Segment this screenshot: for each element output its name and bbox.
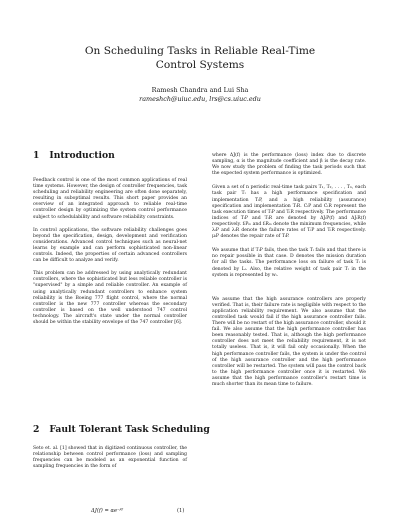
title-line-2: Control Systems bbox=[155, 59, 245, 71]
intro-paragraph: This problem can be addressed by using analytically redundant controllers, where the sophisticated but less reliable controller is "supervised" by a simple and reliable controller. An example of using analytically redundant controllers to enhance system reliability is the Boeing 777 flight control, where the normal controller is the new 777 controller whereas the secondary controller is based on the well understood 747 control technology. The aircraft's state under the normal controller should be within the stability envelope of the 747 controller [6]. bbox=[33, 271, 187, 325]
left-column bbox=[33, 150, 187, 333]
body-paragraph: Given a set of n periodic real-time task pairs T₁, T₂, . . . , Tₙ, each task pair Tᵢ has a high performance specification and implementation TᵢP, and a high reliability (assurance) specification and implementation TᵢR. CᵢP and CᵢR represent the task execution times of TᵢP and TᵢR respectively. The performance indices of TᵢP and TᵢR are denoted by ΔJᵢP(f) and ΔJᵢR(f) respectively. fᵢPₘ and fᵢRₘ denote the minimum frequencies, while λᵢP and λᵢR denote the failure rates of TᵢP and TᵢR respectively. μᵢP denotes the repair rate of TᵢP. bbox=[212, 185, 366, 240]
body-paragraph: where ΔJ(f) is the performance (loss) index due to discrete sampling, α is the magnitude coefficient and β is the decay rate. We now study the problem of finding the task periods such that the expected system performance is optimized. bbox=[212, 153, 366, 177]
equation-1: ΔJ(f) = αe⁻ᵝᶠ bbox=[91, 508, 123, 514]
body-paragraph: We assume that the high assurance controllers are properly verified. That is, their failure rate is negligible with respect to the application reliability requirement. We also assume that the controlled task would fail if the high assurance controller fails. There will be no restart of the high assurance controller, should it fail. We also assume that the high performance controller has been reasonably tested. That is, although the high performance controller does not meet the reliability requirement, it is not totally useless. That is, it will fail only occasionally. When the high performance controller fails, the system is under the control of the high assurance controller and the high performance controller will be restarted. The system will pass the control back to the high performance controller once it is restarted. We assume that the high performance controller's restart time is much shorter than its mean time to failure. bbox=[212, 296, 366, 387]
section-title: Introduction bbox=[49, 150, 115, 161]
title-line-1: On Scheduling Tasks in Reliable Real-Time bbox=[84, 45, 316, 57]
intro-paragraph: In control applications, the software reliability challenges goes beyond the specification, design, development and verification considerations. Advanced control techniques such as neural-net learns by example and can perform sophisticated non-linear controls. Indeed, the properties of certain advanced controllers can be difficult to analyze and verify. bbox=[33, 227, 187, 264]
section-heading-introduction bbox=[33, 150, 187, 162]
paper-title bbox=[40, 44, 360, 72]
section-number: 1 bbox=[33, 150, 40, 161]
equation-number: (1) bbox=[177, 508, 185, 514]
section-heading-fault-tolerant bbox=[33, 424, 210, 436]
body-paragraph: We assume that if TᵢP fails, then the task Tᵢ fails and that there is no repair possible in that case. D denotes the mission duration for all the tasks. The performance loss on failure of task Tᵢ is denoted by Lᵢ. Also, the relative weight of task pair Tᵢ in the system is represented by wᵢ. bbox=[212, 248, 366, 278]
section-number: 2 bbox=[33, 424, 40, 435]
right-column bbox=[212, 153, 366, 396]
section-2-block bbox=[33, 424, 210, 477]
section-title: Fault Tolerant Task Scheduling bbox=[49, 424, 210, 435]
section-2-paragraph: Seto et. al. [1] showed that in digitized continuous controller, the relationship between control performance (loss) and sampling frequencies can be modeled as an exponential function of sampling frequencies in the form of bbox=[33, 446, 187, 470]
intro-paragraph: Feedback control is one of the most common applications of real time systems. However, the design of controller frequencies, task scheduling and reliability engineering are often done separately, resulting in suboptimal results. This short paper provides an overview of an integrated approach to reliable real-time controller design by optimizing the system control performance subject to schedulability and software reliability constraints. bbox=[33, 178, 187, 220]
author-emails: rameshch@uiuc.edu, lrs@cs.uiuc.edu bbox=[139, 95, 261, 103]
author-names: Ramesh Chandra and Lui Sha bbox=[151, 86, 249, 94]
author-block bbox=[40, 86, 360, 104]
